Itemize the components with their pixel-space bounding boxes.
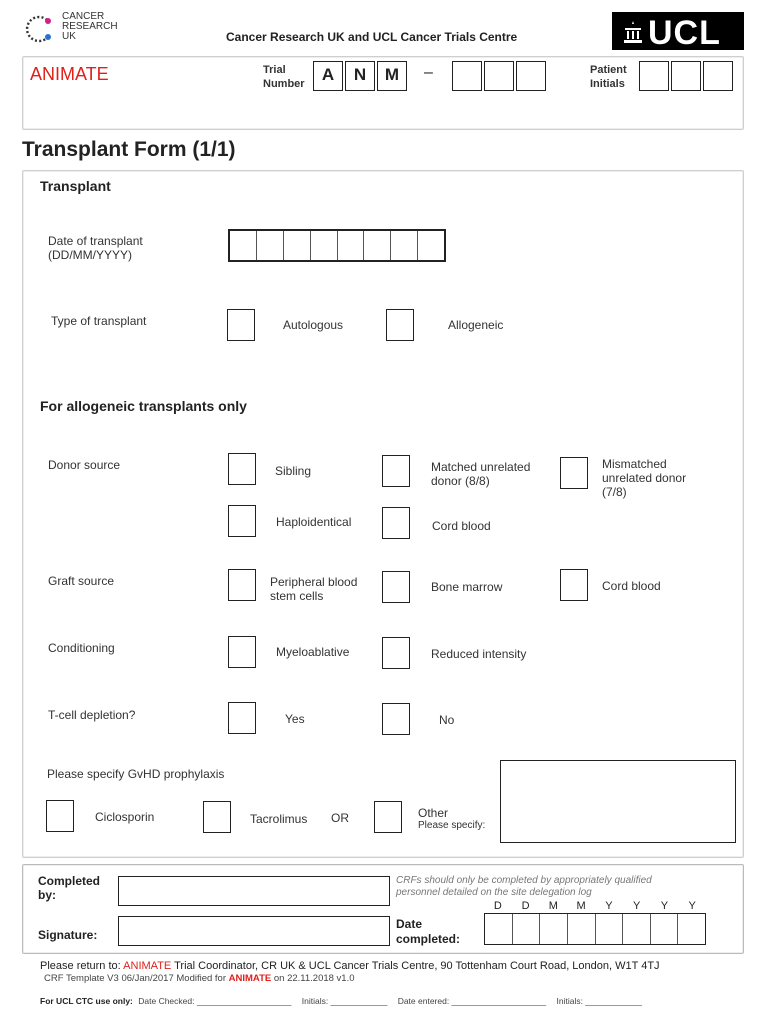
allogeneic-label: Allogeneic — [448, 318, 504, 332]
graft-cord-blood-label: Cord blood — [602, 579, 661, 593]
ucl-logo — [612, 12, 744, 50]
matched-unrelated-label: Matched unrelated donor (8/8) — [431, 460, 531, 488]
trial-letter-a: A — [313, 61, 343, 91]
trial-number-digit-1[interactable] — [452, 61, 482, 91]
cruk-logo-line1: CANCER — [62, 11, 105, 22]
trial-number-dash: – — [424, 64, 433, 81]
completed-by-field[interactable] — [118, 876, 390, 906]
patient-initial-2[interactable] — [671, 61, 701, 91]
gvhd-label: Please specify GvHD prophylaxis — [47, 767, 225, 781]
patient-initials-label: Patient Initials — [590, 64, 627, 90]
donor-cord-blood-label: Cord blood — [432, 519, 491, 533]
ucl-logo-text: UCL — [648, 14, 721, 52]
ucl-portico-icon — [622, 20, 644, 44]
tcell-no-label: No — [439, 713, 455, 727]
date-completed-label: Date completed: — [396, 917, 461, 946]
trial-name: ANIMATE — [30, 64, 109, 84]
autologous-checkbox[interactable] — [227, 309, 255, 341]
cruk-logo — [20, 12, 120, 46]
signature-field[interactable] — [118, 916, 390, 946]
centre-title: Cancer Research UK and UCL Cancer Trials Centre — [226, 30, 518, 44]
patient-initial-3[interactable] — [703, 61, 733, 91]
pbsc-checkbox[interactable] — [228, 569, 256, 601]
tacrolimus-checkbox[interactable] — [203, 801, 231, 833]
sibling-checkbox[interactable] — [228, 453, 256, 485]
transplant-section-title: Transplant — [40, 178, 111, 194]
haploidentical-label: Haploidentical — [276, 515, 352, 529]
trial-number-prefix — [313, 61, 407, 91]
tcell-yes-checkbox[interactable] — [228, 702, 256, 734]
bone-marrow-checkbox[interactable] — [382, 571, 410, 603]
cruk-logo-line3: UK — [62, 31, 76, 42]
signature-label: Signature: — [38, 928, 98, 942]
cruk-logo-icon — [20, 12, 54, 46]
gvhd-specify-field[interactable] — [500, 760, 736, 843]
date-of-transplant-field[interactable] — [228, 229, 446, 262]
donor-source-label: Donor source — [48, 458, 121, 472]
pbsc-label: Peripheral blood stem cells — [270, 575, 358, 603]
sibling-label: Sibling — [275, 464, 312, 478]
ciclosporin-checkbox[interactable] — [46, 800, 74, 832]
mismatched-unrelated-label: Mismatched unrelated donor (7/8) — [602, 457, 687, 499]
trial-letter-n: N — [345, 61, 375, 91]
trial-number-digit-2[interactable] — [484, 61, 514, 91]
reduced-intensity-label: Reduced intensity — [431, 647, 527, 661]
autologous-label: Autologous — [283, 318, 344, 332]
ucl-use-only: For UCL CTC use only: Date Checked: ____________________ Initials: ____________ Date entered: ____________________ Initials: ____________ — [40, 996, 643, 1006]
trial-number-digit-3[interactable] — [516, 61, 546, 91]
tacrolimus-label: Tacrolimus — [250, 812, 308, 826]
cruk-logo-line2: RESEARCH — [62, 21, 118, 32]
type-of-transplant-label: Type of transplant — [51, 314, 147, 328]
graft-source-label: Graft source — [48, 574, 115, 588]
or-label: OR — [331, 811, 349, 825]
form-title: Transplant Form (1/1) — [22, 138, 236, 161]
tcell-yes-label: Yes — [285, 712, 305, 726]
other-checkbox[interactable] — [374, 801, 402, 833]
ciclosporin-label: Ciclosporin — [95, 810, 155, 824]
trial-letter-m: M — [377, 61, 407, 91]
graft-cord-blood-checkbox[interactable] — [560, 569, 588, 601]
allogeneic-checkbox[interactable] — [386, 309, 414, 341]
haploidentical-checkbox[interactable] — [228, 505, 256, 537]
reduced-intensity-checkbox[interactable] — [382, 637, 410, 669]
please-specify-label: Please specify: — [418, 820, 486, 831]
date-of-transplant-label: Date of transplant (DD/MM/YYYY) — [48, 234, 143, 262]
date-letters: D D M M Y Y Y Y — [493, 900, 696, 912]
template-version: CRF Template V3 06/Jan/2017 Modified for ANIMATE on 22.11.2018 v1.0 — [44, 973, 355, 984]
conditioning-label: Conditioning — [48, 641, 115, 655]
bone-marrow-label: Bone marrow — [431, 580, 503, 594]
patient-initial-1[interactable] — [639, 61, 669, 91]
completion-note: CRFs should only be completed by appropriately qualified personnel detailed on the site delegation log — [396, 875, 652, 898]
mismatched-unrelated-checkbox[interactable] — [560, 457, 588, 489]
other-label: Other — [418, 806, 449, 820]
allogeneic-section-title: For allogeneic transplants only — [40, 398, 247, 414]
matched-unrelated-checkbox[interactable] — [382, 455, 410, 487]
completed-by-label: Completed by: — [38, 874, 101, 902]
tcell-depletion-label: T-cell depletion? — [48, 708, 136, 722]
donor-cord-blood-checkbox[interactable] — [382, 507, 410, 539]
date-completed-field[interactable] — [484, 913, 706, 945]
myeloablative-checkbox[interactable] — [228, 636, 256, 668]
trial-number-label: Trial Number — [263, 64, 305, 90]
myeloablative-label: Myeloablative — [276, 645, 350, 659]
return-address: Please return to: ANIMATE Trial Coordinator, CR UK & UCL Cancer Trials Centre, 90 Tottenham Court Road, London, W1T 4TJ — [40, 960, 660, 972]
tcell-no-checkbox[interactable] — [382, 703, 410, 735]
